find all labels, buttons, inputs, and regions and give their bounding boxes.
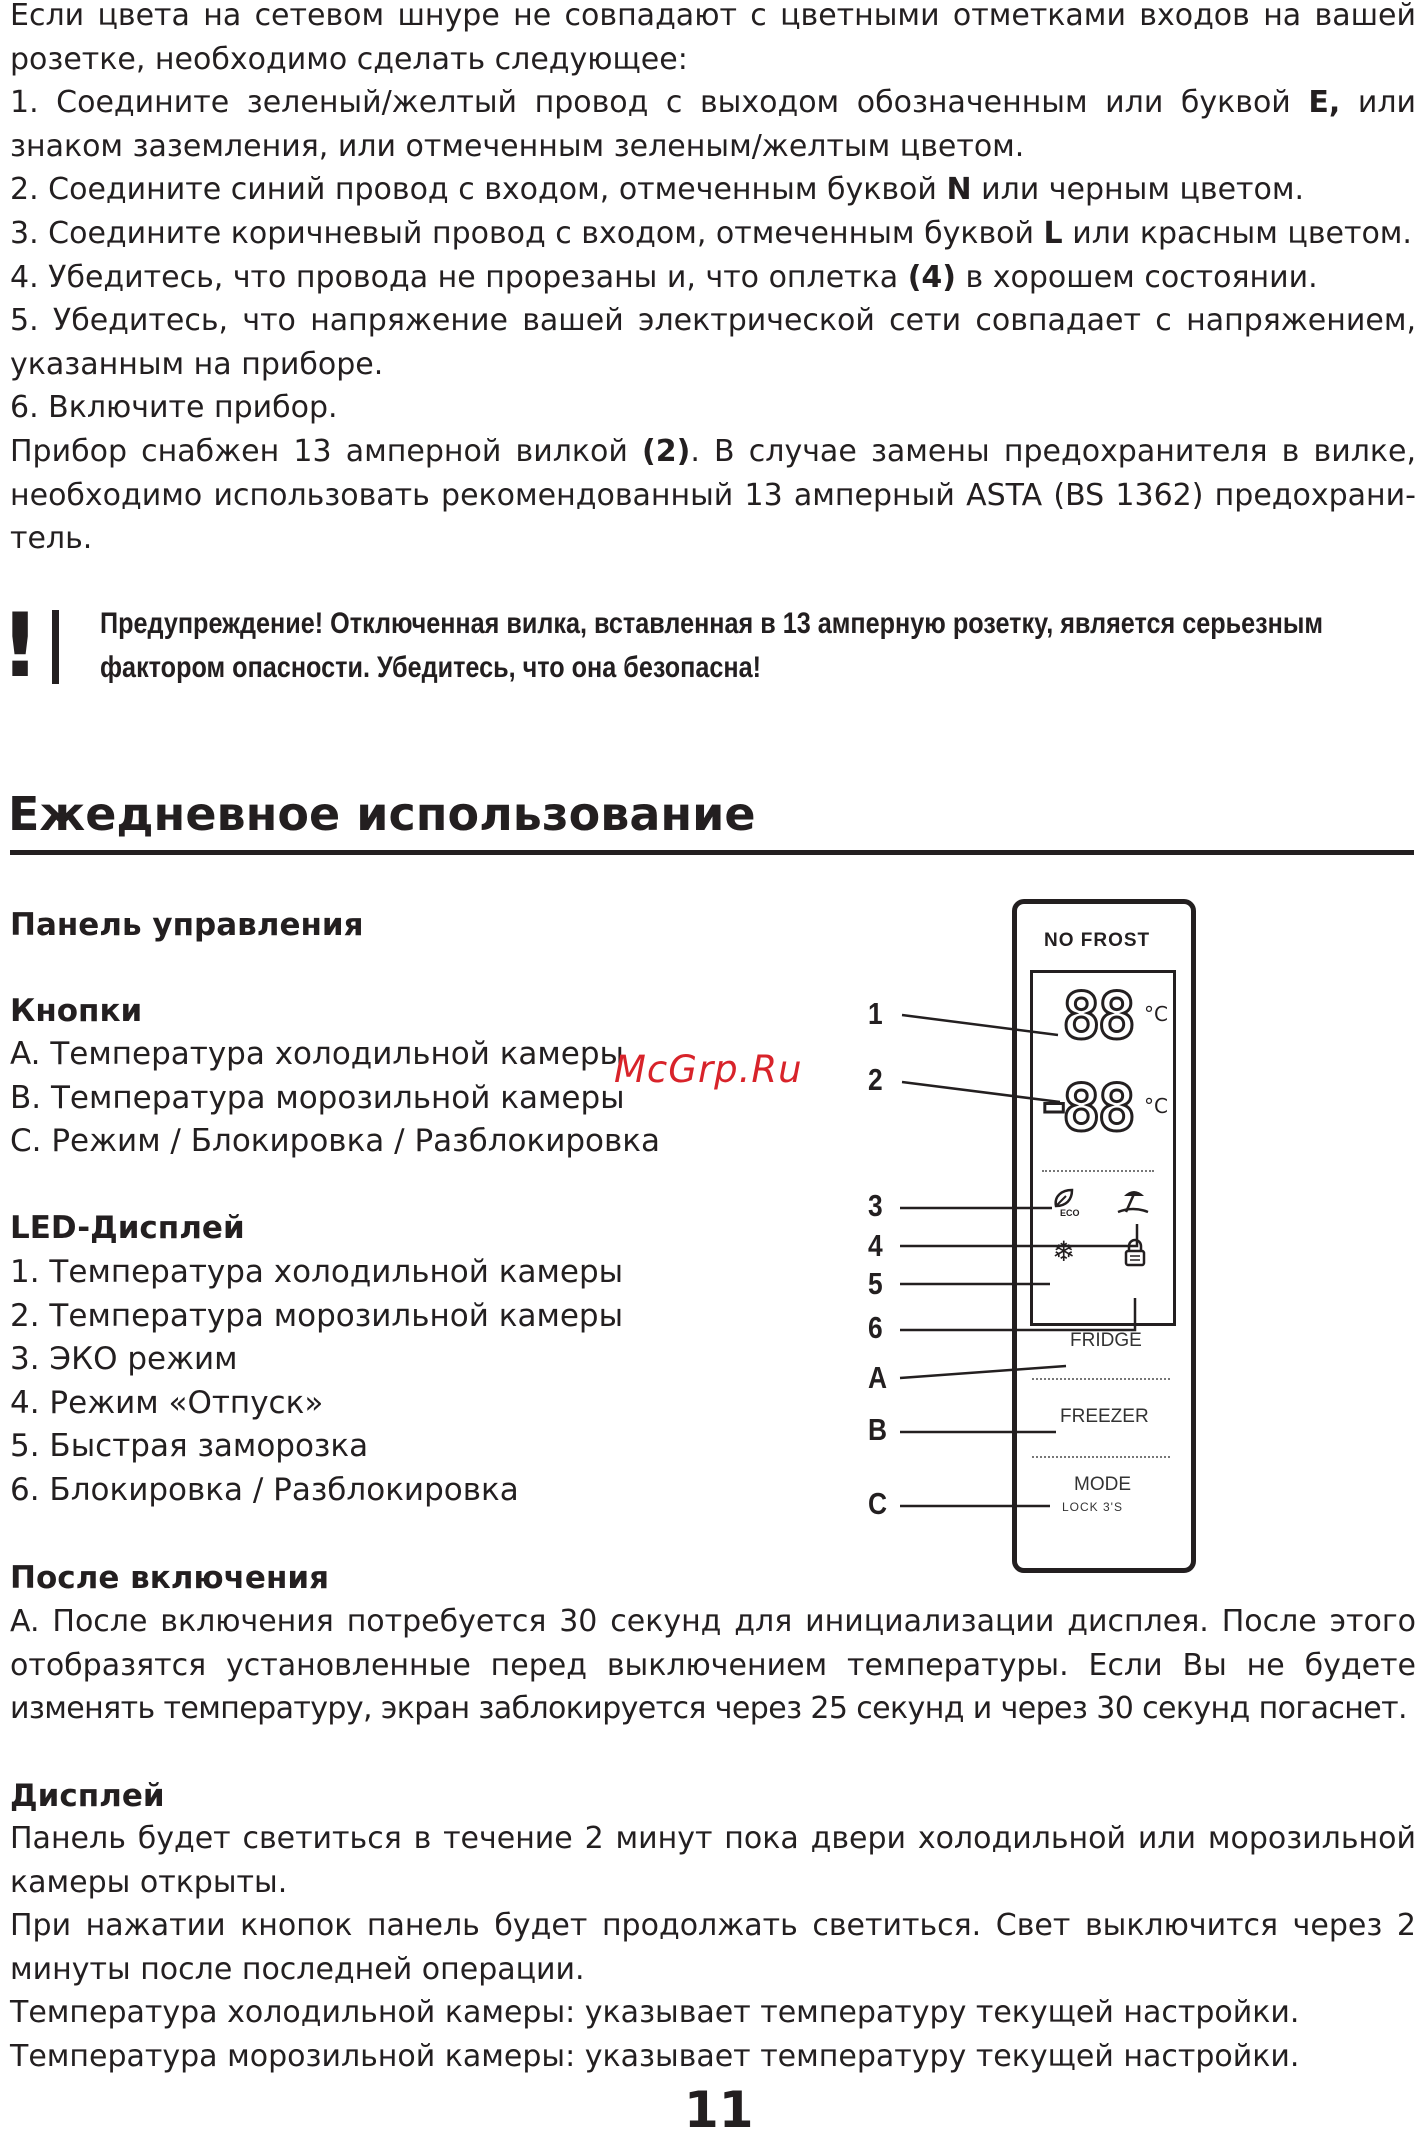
display-line-3: При нажатии кнопок панель будет продолжать светиться. Свет выключится через 2 bbox=[10, 1908, 1416, 1944]
led-item-4: 4. Режим «Отпуск» bbox=[10, 1384, 324, 1421]
fridge-button[interactable]: FRIDGE bbox=[1070, 1330, 1142, 1351]
warning-line-1: Предупреждение! Отключенная вилка, вставленная в 13 амперную розетку, является серьезным bbox=[100, 607, 1324, 640]
display-line-6: Температура морозильной камеры: указывает температуру текущей настройки. bbox=[10, 2038, 1300, 2074]
intro-line-6 bbox=[10, 212, 1416, 256]
buttons-list bbox=[10, 1033, 660, 1164]
callout-b: B bbox=[868, 1412, 888, 1447]
led-item-1: 1. Температура холодильной камеры bbox=[10, 1254, 624, 1290]
callout-5: 5 bbox=[868, 1266, 883, 1301]
button-item-a: A. Температура холодильной камеры bbox=[10, 1036, 625, 1072]
intro-line-7-text: 4. Убедитесь, что провода не прорезаны и, что оплетка bbox=[10, 259, 908, 295]
intro-line-13: тель. bbox=[10, 521, 93, 557]
intro-line-3-tail: или bbox=[1340, 85, 1416, 121]
intro-line-11 bbox=[10, 430, 1416, 474]
ref-2: (2) bbox=[642, 433, 691, 469]
callout-c: C bbox=[868, 1486, 888, 1521]
intro-line-7-tail: в хорошем состоянии. bbox=[955, 259, 1318, 295]
intro-line-4: знаком заземления, или отмеченным зеленым/желтым цветом. bbox=[10, 128, 1025, 164]
button-item-b: B. Температура морозильной камеры bbox=[10, 1079, 625, 1116]
intro-line-5-tail: или черным цветом. bbox=[971, 172, 1305, 208]
intro-line-11-tail: . В случае замены предохранителя в вилке, bbox=[690, 433, 1416, 469]
callout-a: A bbox=[868, 1360, 888, 1395]
letter-l: L bbox=[1043, 215, 1063, 251]
letter-e: E, bbox=[1308, 85, 1341, 121]
intro-line-8: 5. Убедитесь, что напряжение вашей электрической сети совпадает с напряжением, bbox=[10, 303, 1416, 339]
intro-line-9: указанным на приборе. bbox=[10, 346, 384, 382]
led-item-3: 3. ЭКО режим bbox=[10, 1341, 238, 1378]
warning-line-2: фактором опасности. Убедитесь, что она безопасна! bbox=[100, 651, 762, 684]
led-item-6: 6. Блокировка / Разблокировка bbox=[10, 1471, 519, 1508]
control-panel-title: Панель управления bbox=[10, 907, 364, 943]
watermark: McGrp.Ru bbox=[614, 1048, 803, 1091]
letter-n: N bbox=[946, 172, 972, 208]
display-title: Дисплей bbox=[10, 1778, 165, 1814]
led-list bbox=[10, 1251, 623, 1513]
fridge-temp-digits: 88 bbox=[1062, 980, 1134, 1054]
fast-freeze-icon: ❄ bbox=[1052, 1235, 1076, 1268]
mode-button[interactable]: MODE bbox=[1074, 1474, 1131, 1495]
page-number: 11 bbox=[684, 2081, 754, 2139]
after-on-line-2: отобразятся установленные перед выключением температуры. Если Вы не будете bbox=[10, 1647, 1416, 1683]
display-paragraph bbox=[10, 1817, 1416, 2079]
ref-4: (4) bbox=[907, 259, 956, 295]
intro-line-7 bbox=[10, 256, 1416, 300]
intro-line-12: необходимо использовать рекомендованный 13 амперный ASTA (BS 1362) предохрани- bbox=[10, 477, 1416, 513]
brand-label: NO FROST bbox=[1044, 930, 1151, 951]
intro-line-5-text: 2. Соедините синий провод с входом, отмеченным буквой bbox=[10, 172, 947, 208]
after-on-title: После включения bbox=[10, 1560, 329, 1596]
after-on-line-1: A. После включения потребуется 30 секунд для инициализации дисплея. После этого bbox=[10, 1604, 1416, 1639]
led-item-5: 5. Быстрая заморозка bbox=[10, 1428, 369, 1465]
intro-line-1: Если цвета на сетевом шнуре не совпадают с цветными отметками входов на вашей bbox=[10, 0, 1416, 33]
callout-lines bbox=[850, 890, 1200, 1570]
intro-line-3 bbox=[10, 81, 1416, 125]
led-title: LED-Дисплей bbox=[10, 1210, 245, 1246]
callout-4: 4 bbox=[868, 1228, 883, 1263]
intro-line-2: розетке, необходимо сделать следующее: bbox=[10, 41, 688, 77]
led-item-2: 2. Температура морозильной камеры bbox=[10, 1297, 624, 1334]
display-line-5: Температура холодильной камеры: указывает температуру текущей настройки. bbox=[10, 1995, 1300, 2031]
section-rule bbox=[10, 850, 1414, 855]
intro-paragraph bbox=[10, 0, 1416, 561]
freezer-button[interactable]: FREEZER bbox=[1060, 1406, 1149, 1427]
lock-hint: LOCK 3'S bbox=[1062, 1500, 1123, 1514]
intro-line-11-text: Прибор снабжен 13 амперной вилкой bbox=[10, 433, 643, 469]
eco-label: ECO bbox=[1060, 1208, 1080, 1218]
callout-6: 6 bbox=[868, 1310, 883, 1345]
display-line-2: камеры открыты. bbox=[10, 1864, 288, 1900]
callout-2: 2 bbox=[868, 1062, 883, 1097]
callout-1: 1 bbox=[868, 996, 883, 1031]
intro-line-6-tail: или красным цветом. bbox=[1062, 215, 1412, 251]
display-line-1: Панель будет светиться в течение 2 минут пока двери холодильной или морозильной bbox=[10, 1821, 1416, 1856]
intro-line-5 bbox=[10, 168, 1416, 212]
exclamation-mark: ! bbox=[0, 594, 41, 697]
callout-3: 3 bbox=[868, 1188, 883, 1223]
buttons-title: Кнопки bbox=[10, 993, 143, 1029]
warning-icon bbox=[0, 594, 41, 697]
after-on-line-3: изменять температуру, экран заблокируется через 25 секунд и через 30 секунд погаснет. bbox=[10, 1691, 1407, 1727]
warning-text bbox=[100, 602, 1323, 690]
warning-divider bbox=[52, 610, 59, 684]
fridge-temp-unit: °C bbox=[1144, 1002, 1168, 1026]
intro-line-10: 6. Включите прибор. bbox=[10, 390, 338, 426]
section-title: Ежедневное использование bbox=[8, 787, 756, 841]
control-panel-diagram bbox=[850, 890, 1200, 1570]
freezer-minus-sign: - bbox=[1036, 1070, 1070, 1140]
intro-line-6-text: 3. Соедините коричневый провод с входом, отмеченным буквой bbox=[10, 215, 1044, 251]
intro-line-3-text: 1. Соедините зеленый/желтый провод с выходом обозначенным или буквой bbox=[10, 85, 1309, 121]
freezer-temp-unit: °C bbox=[1144, 1094, 1168, 1118]
button-item-c: C. Режим / Блокировка / Разблокировка bbox=[10, 1123, 661, 1160]
after-on-paragraph bbox=[10, 1600, 1416, 1731]
display-line-4: минуты после последней операции. bbox=[10, 1951, 585, 1987]
freezer-temp-digits: 88 bbox=[1062, 1072, 1134, 1146]
